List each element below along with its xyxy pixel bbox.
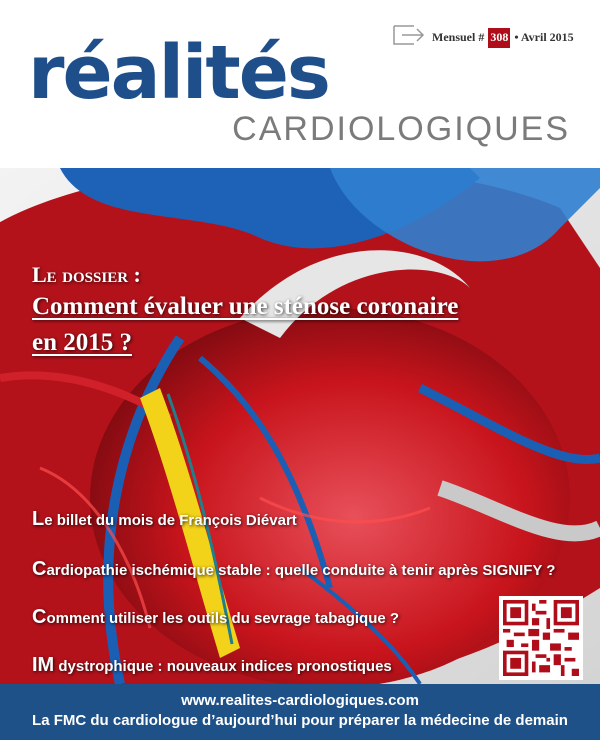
toc-item bbox=[32, 508, 297, 531]
toc-item-initial: L bbox=[32, 508, 45, 530]
toc-item bbox=[32, 654, 392, 677]
dossier-kicker: Le dossier : bbox=[32, 262, 141, 287]
dossier-headline bbox=[32, 262, 458, 360]
arrow-right-icon bbox=[392, 22, 426, 48]
toc-item-text: omment utiliser les outils du sevrage tabagique ? bbox=[46, 610, 400, 627]
toc-item-text: dystrophique : nouveaux indices pronostiques bbox=[54, 658, 392, 675]
masthead bbox=[0, 0, 600, 168]
dossier-title-line2: en 2015 ? bbox=[32, 329, 132, 356]
toc-item bbox=[32, 606, 399, 629]
qr-code-icon bbox=[503, 600, 579, 676]
toc-item bbox=[32, 558, 555, 581]
footer-tagline: La FMC du cardiologue d’aujourd’hui pour préparer la médecine de demain bbox=[32, 712, 568, 729]
issue-date: • Avril 2015 bbox=[514, 30, 574, 44]
qr-code[interactable] bbox=[499, 596, 583, 680]
issue-number: 308 bbox=[488, 28, 510, 48]
dossier-title-line1: Comment évaluer une sténose coronaire bbox=[32, 293, 459, 320]
magazine-logo: réalités bbox=[28, 30, 329, 116]
website-link[interactable]: www.realites-cardiologiques.com bbox=[181, 692, 419, 709]
toc-item-text: e billet du mois de François Diévart bbox=[44, 512, 297, 529]
issue-prefix: Mensuel # bbox=[432, 30, 485, 44]
toc-item-text: ardiopathie ischémique stable : quelle conduite à tenir après SIGNIFY ? bbox=[46, 562, 556, 579]
toc-item-initial: IM bbox=[32, 654, 55, 676]
toc-item-initial: C bbox=[32, 606, 47, 628]
issue-line bbox=[432, 28, 574, 48]
magazine-subtitle: CARDIOLOGIQUES bbox=[232, 110, 570, 148]
footer-banner bbox=[0, 684, 600, 740]
toc-item-initial: C bbox=[32, 558, 47, 580]
